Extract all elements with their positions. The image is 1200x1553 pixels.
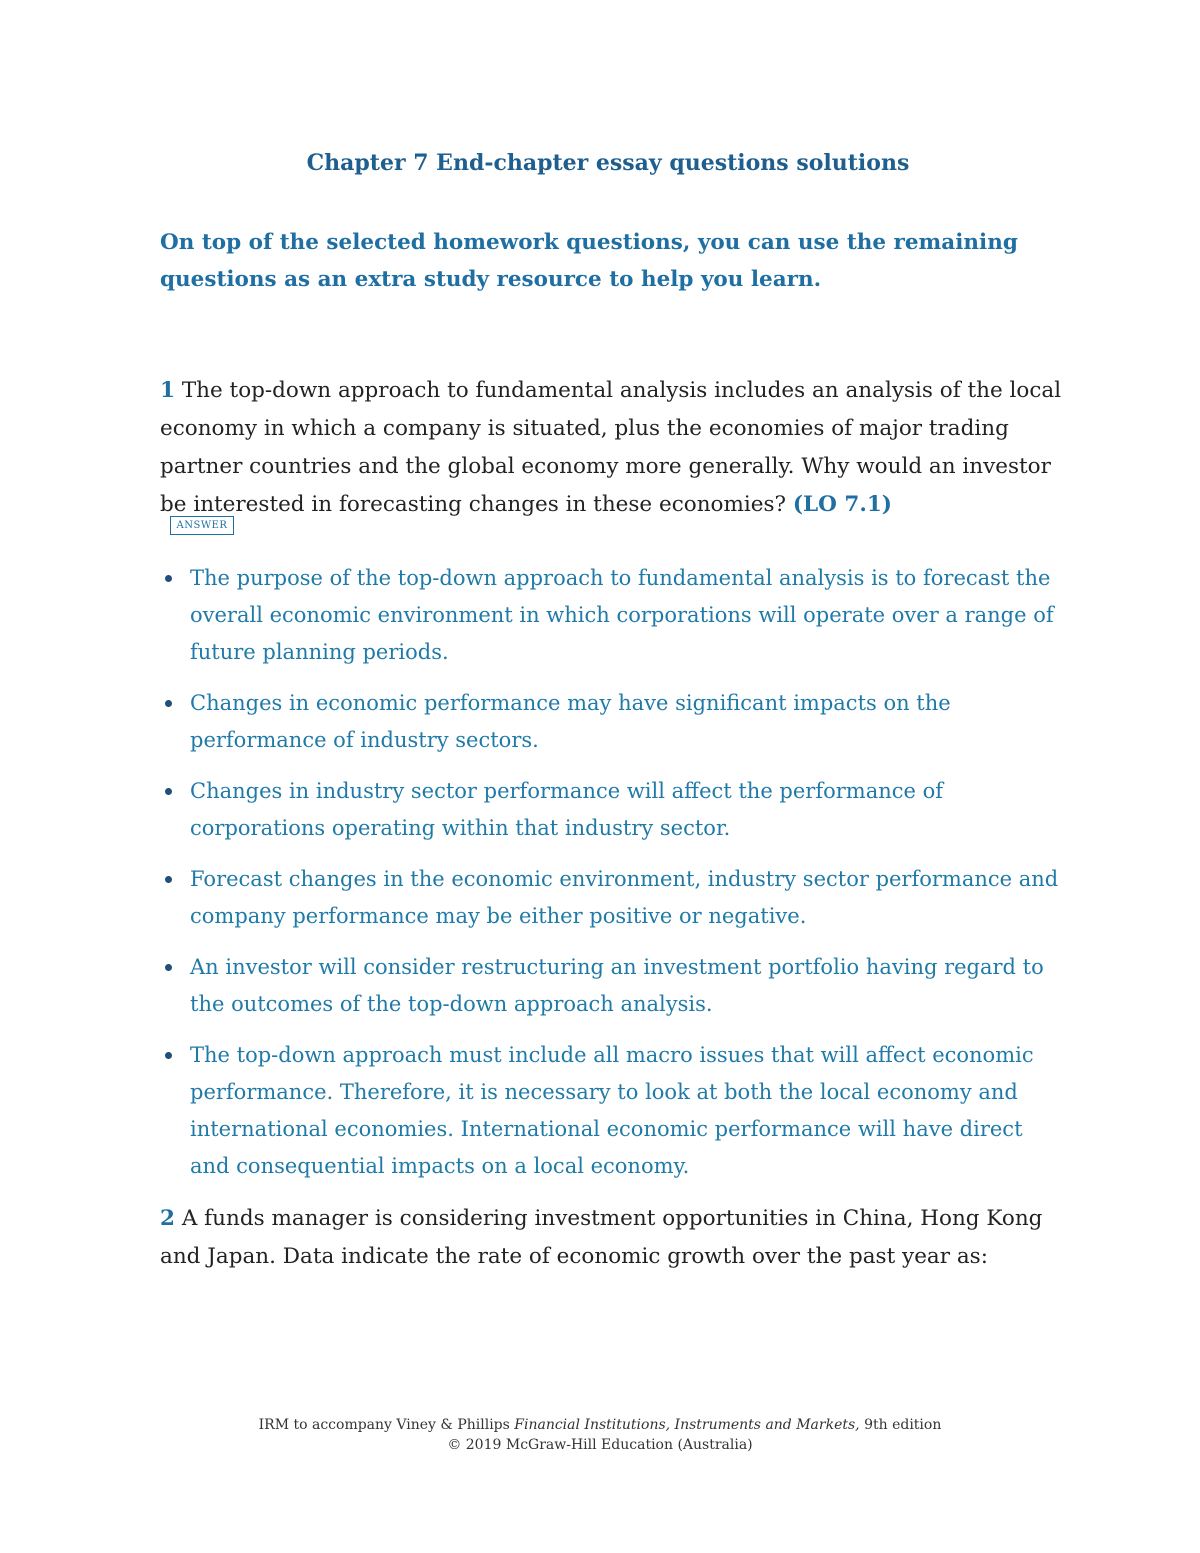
answer-item — [160, 1037, 1060, 1185]
footer-prefix: IRM to accompany Viney & Phillips — [258, 1417, 515, 1433]
bullet-icon — [165, 575, 172, 582]
bullet-icon — [165, 964, 172, 971]
bullet-icon — [165, 700, 172, 707]
answer-text: Changes in industry sector performance will affect the performance of corporations operating within that industry sector. — [190, 779, 944, 840]
page-title: Chapter 7 End-chapter essay questions solutions — [306, 150, 910, 176]
answer-item — [160, 949, 1060, 1023]
question-1 — [160, 372, 1070, 524]
answer-tag: ANSWER — [170, 516, 234, 535]
question-2-text: A funds manager is considering investment opportunities in China, Hong Kong and Japan. Data indicate the rate of economic growth over the past year as: — [160, 1206, 1043, 1269]
footer-line-1 — [0, 1415, 1200, 1435]
answer-text: An investor will consider restructuring an investment portfolio having regard to the outcomes of the top-down approach analysis. — [190, 955, 1044, 1016]
answer-item — [160, 560, 1060, 671]
question-1-number: 1 — [160, 378, 175, 403]
intro-paragraph: On top of the selected homework questions, you can use the remaining questions as an extra study resource to help you learn. — [160, 230, 1018, 292]
question-1-learning-objective: (LO 7.1) — [792, 492, 892, 517]
answer-list — [160, 560, 1060, 1199]
bullet-icon — [165, 1052, 172, 1059]
answer-text: Forecast changes in the economic environment, industry sector performance and company performance may be either positive or negative. — [190, 867, 1059, 928]
bullet-icon — [165, 788, 172, 795]
footer-book-title: Financial Institutions, Instruments and Markets, — [514, 1417, 860, 1433]
answer-text: The top-down approach must include all macro issues that will affect economic performance. Therefore, it is necessary to look at both the local economy and international economies. International economic performance will have direct and consequential impacts on a local economy. — [190, 1043, 1034, 1178]
answer-text: The purpose of the top-down approach to fundamental analysis is to forecast the overall economic environment in which corporations will operate over a range of future planning periods. — [190, 566, 1054, 664]
bullet-icon — [165, 876, 172, 883]
question-1-text: The top-down approach to fundamental analysis includes an analysis of the local economy in which a company is situated, plus the economies of major trading partner countries and the global economy more generally. Why would an investor be interested in forecasting changes in these economies? — [160, 378, 1062, 517]
answer-text: Changes in economic performance may have significant impacts on the performance of industry sectors. — [190, 691, 951, 752]
answer-item — [160, 773, 1060, 847]
answer-item — [160, 685, 1060, 759]
footer-edition: 9th edition — [859, 1417, 942, 1433]
footer-copyright: © 2019 McGraw-Hill Education (Australia) — [447, 1437, 753, 1453]
answer-item — [160, 861, 1060, 935]
question-2-number: 2 — [160, 1206, 175, 1231]
question-2 — [160, 1200, 1060, 1276]
page-footer — [0, 1415, 1200, 1455]
